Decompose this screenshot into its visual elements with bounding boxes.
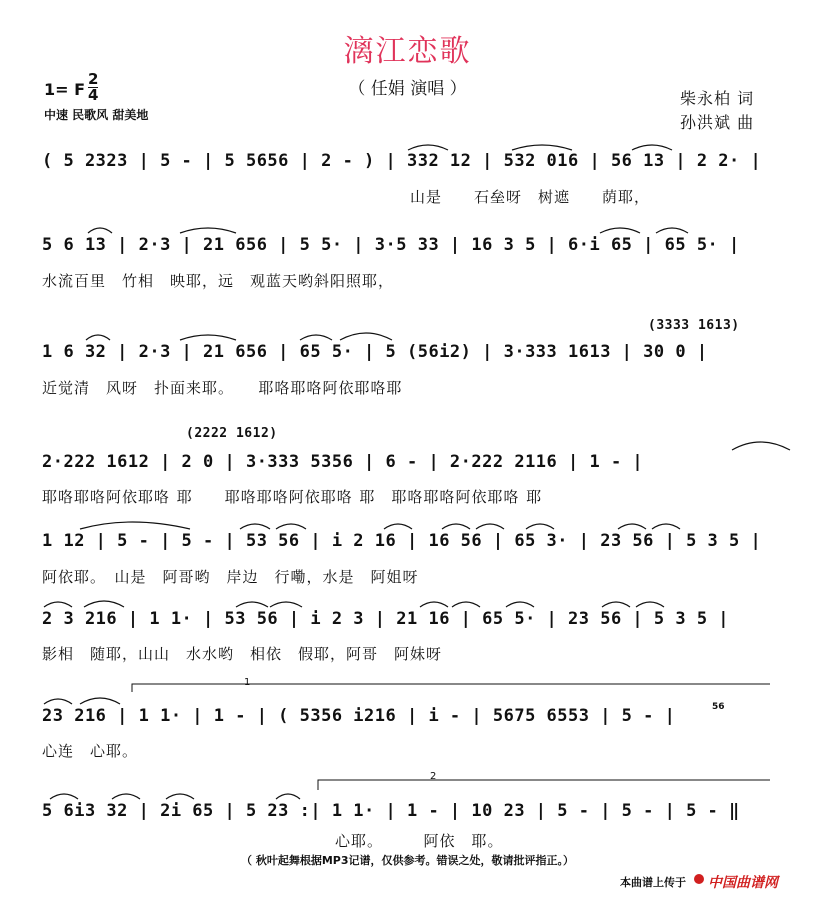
slur [84, 601, 124, 607]
grace-notes: 56 [712, 702, 725, 712]
volta-1-bracket [132, 684, 770, 692]
slur [112, 794, 140, 799]
lyricist-credit: 柴永柏 词 [680, 89, 755, 108]
slur [512, 145, 572, 150]
composer-credit: 孙洪斌 曲 [680, 113, 755, 132]
slur [270, 602, 302, 607]
slur [442, 524, 470, 529]
performer-subtitle: （ 任娟 演唱 ） [348, 79, 467, 99]
slur [44, 602, 72, 607]
slur [240, 524, 270, 529]
volta-1-label: 1 [244, 677, 251, 688]
ossia-passage-2: (2222 1612) [186, 426, 278, 441]
transcription-footnote: （ 秋叶起舞根据MP3记谱，仅供参考。错误之处，敬请批评指正。） [241, 854, 574, 867]
slur [636, 602, 664, 607]
slur [180, 335, 236, 340]
slur [300, 335, 332, 340]
slur [50, 794, 78, 799]
slur [340, 333, 392, 340]
slur [180, 228, 236, 233]
score-row-7: 23 216 | 1 1· | 1 - | ( 5356 i216 | i - | 5675 6553 | 5 - | [42, 706, 676, 726]
score-row-1: ( 5 2323 | 5 - | 5 5656 | 2 - ) | 332 12 | 532 016 | 56 13 | 2 2· | [42, 151, 762, 171]
slur [408, 145, 448, 150]
score-row-6: 2 3 216 | 1 1· | 53 56 | i 2 3 | 21 16 | 65 5· | 23 56 | 5 3 5 | [42, 609, 730, 629]
volta-2-bracket [318, 780, 770, 790]
lyric-row-7: 心连 心耶。 [42, 742, 139, 760]
slur [44, 699, 72, 704]
slur [88, 228, 112, 233]
time-top: 2 [88, 70, 99, 88]
slur [236, 602, 268, 607]
slur [526, 524, 554, 529]
slur [652, 524, 680, 529]
lyric-row-4: 耶咯耶咯阿依耶咯 耶 耶咯耶咯阿依耶咯 耶 耶咯耶咯阿依耶咯 耶 [42, 488, 543, 506]
score-row-3: 1 6 32 | 2·3 | 21 656 | 65 5· | 5 (56i2) | 3·333 1613 | 30 0 | [42, 342, 708, 362]
site-logo[interactable]: 中国曲谱网 [708, 875, 778, 891]
lyric-row-6: 影相 随耶，山山 水水哟 相依 假耶，阿哥 阿妹呀 [42, 645, 443, 663]
slur [632, 145, 672, 150]
slur [656, 228, 688, 233]
score-row-8: 5 6i3 32 | 2i 65 | 5 23 :| 1 1· | 1 - | 10 23 | 5 - | 5 - | 5 - ‖ [42, 801, 740, 821]
slur [600, 228, 640, 233]
lyric-row-1: 山是 石垒呀 树遮 荫耶， [410, 188, 651, 206]
upload-label: 本曲谱上传于 [620, 876, 686, 889]
key-signature: 1= F [44, 80, 86, 99]
lyric-row-8: 心耶。 阿依 耶。 [335, 832, 504, 850]
slur [732, 442, 790, 450]
slur [276, 794, 300, 799]
volta-2-label: 2 [430, 771, 437, 782]
slur [276, 524, 306, 529]
score-row-2: 5 6 13 | 2·3 | 21 656 | 5 5· | 3·5 33 | 16 3 5 | 6·i 65 | 65 5· | [42, 235, 740, 255]
slur [80, 522, 190, 529]
site-logo-icon [694, 874, 704, 884]
slur [384, 524, 412, 529]
lyric-row-5: 阿依耶。 山是 阿哥哟 岸边 行嘞，水是 阿姐呀 [42, 568, 419, 586]
slur [452, 602, 480, 607]
slur [166, 794, 194, 799]
score-row-4: 2·222 1612 | 2 0 | 3·333 5356 | 6 - | 2·222 2116 | 1 - | [42, 452, 644, 472]
tempo-marking: 中速 民歌风 甜美地 [44, 108, 149, 122]
slur [618, 524, 646, 529]
page-title: 漓江恋歌 [343, 34, 472, 69]
slur [420, 602, 448, 607]
slur [80, 698, 120, 704]
slur [86, 335, 110, 340]
slur [602, 602, 630, 607]
slur [476, 524, 504, 529]
slur [506, 602, 534, 607]
lyric-row-3: 近觉清 风呀 扑面来耶。 耶咯耶咯阿依耶咯耶 [42, 379, 403, 397]
ossia-passage-1: (3333 1613) [648, 318, 740, 333]
lyric-row-2: 水流百里 竹相 映耶，远 观蓝天哟斜阳照耶， [42, 272, 395, 290]
time-bottom: 4 [88, 86, 99, 104]
score-row-5: 1 12 | 5 - | 5 - | 53 56 | i 2 16 | 16 56 | 65 3· | 23 56 | 5 3 5 | [42, 531, 762, 551]
